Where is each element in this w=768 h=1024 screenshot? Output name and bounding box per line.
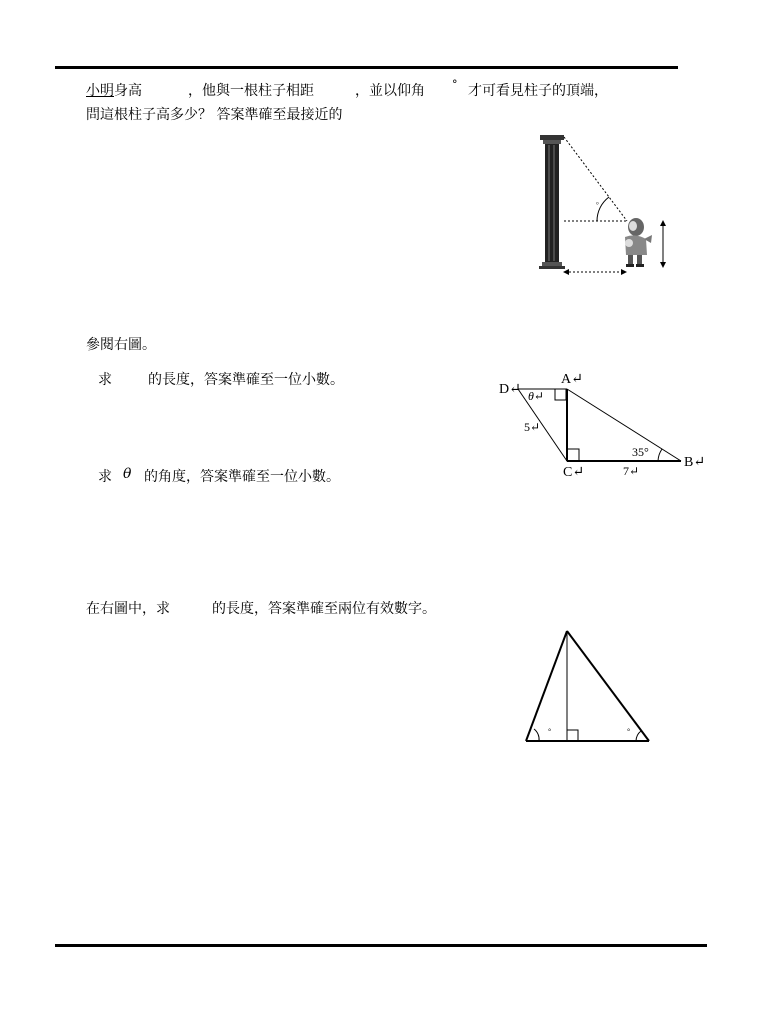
q3-degree-right: ° <box>627 727 631 736</box>
header-rule <box>55 66 678 69</box>
label-c: C↵ <box>563 465 585 480</box>
pillar-base <box>542 262 562 266</box>
q3-degree-left: ° <box>548 727 552 736</box>
footer-rule <box>55 944 707 947</box>
triangle-figure-q2 <box>495 368 710 480</box>
pillar-figure <box>520 125 700 285</box>
q2a-text: 的長度，答案準確至一位小數。 <box>148 372 344 388</box>
label-angle-35: 35° <box>632 445 649 459</box>
person-icon <box>625 218 652 267</box>
angle-left-arc <box>534 729 539 741</box>
pillar-capital-base <box>543 140 561 144</box>
label-theta: θ↵ <box>528 389 544 403</box>
right-angle-a <box>555 389 566 400</box>
q2b-text: 的角度，答案準確至一位小數。 <box>144 469 340 485</box>
label-a: A↵ <box>561 372 583 387</box>
right-angle-c <box>567 449 579 461</box>
right-angle-foot <box>567 730 578 741</box>
q1-degree-symbol: ° <box>452 78 458 91</box>
q2-intro: 參閱右圖。 <box>86 337 156 353</box>
angle-right-arc <box>636 731 641 741</box>
q1-text-distance: ，他與一根柱子相距 <box>188 83 314 99</box>
q1-text-height: 身高 <box>114 83 142 99</box>
label-side-5: 5↵ <box>524 420 541 434</box>
q2b-prefix: 求 <box>98 469 112 485</box>
label-b: B↵ <box>684 455 706 470</box>
pillar-capital <box>540 135 564 140</box>
q1-text-top: 才可看見柱子的頂端， <box>468 83 608 99</box>
angle-b-arc <box>658 449 662 461</box>
pillar-shaft <box>545 144 559 262</box>
q2a-prefix: 求 <box>98 372 112 388</box>
q3-prefix: 在右圖中，求 <box>86 601 170 617</box>
q2b-theta: θ <box>123 466 132 482</box>
q1-text-angle: ，並以仰角 <box>355 83 425 99</box>
label-d: D↵ <box>499 382 521 397</box>
q1-name: 小明 <box>86 83 114 99</box>
label-side-7: 7↵ <box>623 464 640 478</box>
fig-degree-label: ° <box>596 201 599 209</box>
triangle-figure-q3 <box>520 628 655 746</box>
q3-text: 的長度，答案準確至兩位有效數字。 <box>212 601 436 617</box>
q1-line-2: 問這根柱子高多少？ 答案準確至最接近的 <box>86 107 343 123</box>
